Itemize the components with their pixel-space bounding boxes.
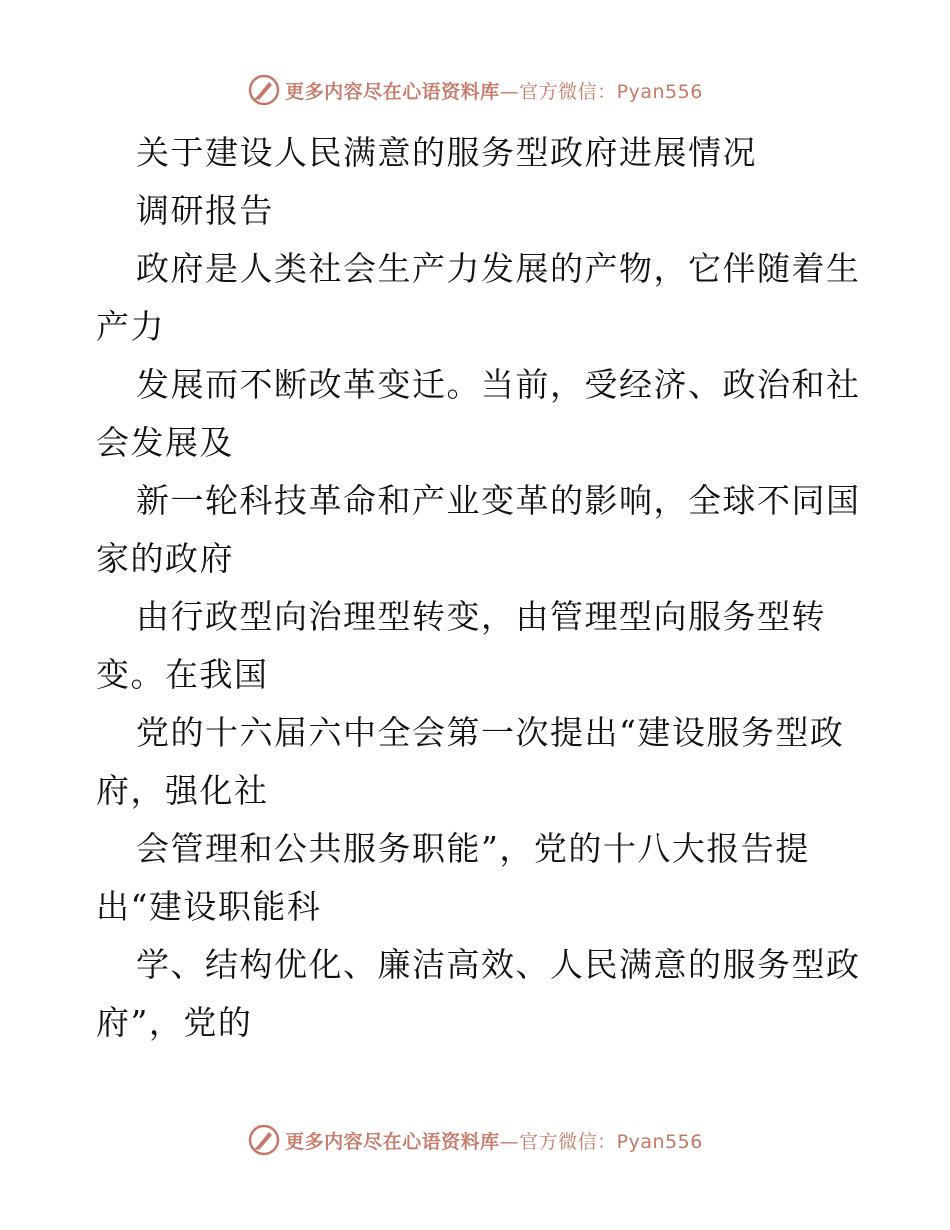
paragraph-line: 变。在我国 <box>96 655 269 694</box>
doc-title-line-1: 关于建设人民满意的服务型政府进展情况 <box>136 133 757 172</box>
watermark-main-text: 更多内容尽在心语资料库 <box>285 80 500 103</box>
watermark-suffix-text: 官方微信：Pyan556 <box>519 80 703 103</box>
paragraph-line: 发展而不断改革变迁。当前，受经济、政治和社 <box>136 365 861 404</box>
watermark-dash: — <box>499 1130 520 1153</box>
paragraph-line: 政府是人类社会生产力发展的产物，它伴随着生 <box>136 249 861 288</box>
quill-logo-icon <box>247 1123 281 1157</box>
paragraph-line: 学、结构优化、廉洁高效、人民满意的服务型政 <box>136 945 861 984</box>
paragraph-line: 家的政府 <box>96 539 234 578</box>
doc-title-line-2: 调研报告 <box>136 191 274 230</box>
paragraph-line: 府”，党的 <box>96 1003 253 1042</box>
paragraph-line: 会管理和公共服务职能”，党的十八大报告提 <box>136 829 810 868</box>
paragraph-line: 产力 <box>96 307 165 346</box>
paragraph-line: 由行政型向治理型转变，由管理型向服务型转 <box>136 597 826 636</box>
document-body <box>96 124 861 1052</box>
paragraph-line: 党的十六届六中全会第一次提出“建设服务型政 <box>136 713 845 752</box>
paragraph-line: 府，强化社 <box>96 771 269 810</box>
watermark-suffix-text: 官方微信：Pyan556 <box>519 1130 703 1153</box>
header-watermark <box>0 70 950 110</box>
watermark-dash: — <box>499 80 520 103</box>
footer-watermark <box>0 1120 950 1160</box>
watermark-main-text: 更多内容尽在心语资料库 <box>285 1130 500 1153</box>
quill-logo-icon <box>247 73 281 107</box>
paragraph-line: 新一轮科技革命和产业变革的影响，全球不同国 <box>136 481 861 520</box>
paragraph-line: 会发展及 <box>96 423 234 462</box>
paragraph-line: 出“建设职能科 <box>96 887 322 926</box>
